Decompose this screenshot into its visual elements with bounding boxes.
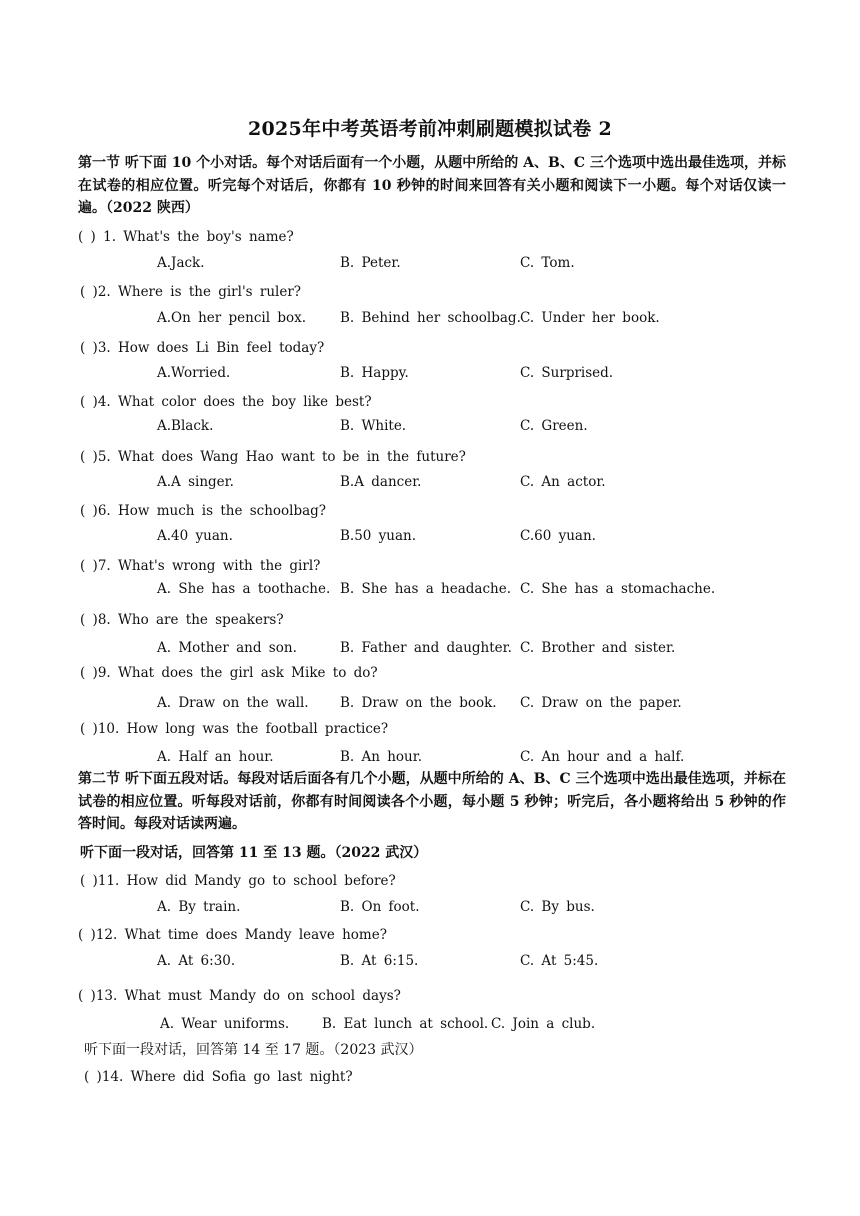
option-a: A. At 6:30. — [157, 953, 236, 969]
option-c: C. Surprised. — [520, 365, 614, 381]
option-a: A. By train. — [157, 899, 241, 915]
option-a: A. Draw on the wall. — [157, 695, 309, 711]
question-stem: ( )8. Who are the speakers? — [80, 612, 284, 628]
dialogue-intro: 听下面一段对话，回答第 11 至 13 题。（2022 武汉） — [80, 845, 428, 861]
option-b: B. She has a headache. — [340, 581, 511, 597]
option-a: A.Jack. — [157, 255, 205, 271]
question-stem: ( )12. What time does Mandy leave home? — [78, 927, 387, 943]
option-c: C. She has a stomachache. — [520, 581, 716, 597]
question-stem: ( )10. How long was the football practice? — [80, 721, 389, 737]
option-a: A. Wear uniforms. — [160, 1016, 290, 1032]
option-c: C. An actor. — [520, 474, 606, 490]
option-c: C. An hour and a half. — [520, 749, 685, 765]
question-stem: ( )6. How much is the schoolbag? — [80, 503, 327, 519]
dialogue-intro: 听下面一段对话，回答第 14 至 17 题。（2023 武汉） — [84, 1042, 423, 1058]
question-stem: ( ) 1. What's the boy's name? — [78, 229, 294, 245]
option-b: B. On foot. — [340, 899, 420, 915]
option-c: C. Draw on the paper. — [520, 695, 682, 711]
option-b: B. Behind her schoolbag. — [340, 310, 521, 326]
option-a: A.Black. — [157, 418, 214, 434]
option-c: C. Tom. — [520, 255, 575, 271]
question-stem: ( )2. Where is the girl's ruler? — [80, 284, 302, 300]
option-b: B. An hour. — [340, 749, 423, 765]
question-stem: ( )14. Where did Sofia go last night? — [84, 1069, 353, 1085]
option-a: A. She has a toothache. — [157, 581, 331, 597]
option-a: A. Mother and son. — [157, 640, 297, 656]
page-title: 2025年中考英语考前冲刺刷题模拟试卷 2 — [247, 118, 613, 140]
section2-heading: 第二节 听下面五段对话。每段对话后面各有几个小题，从题中所给的 A、B、C 三个选项中选出最佳选项，并标在试卷的相应位置。听每段对话前，你都有时间阅读各个小题，每小题 5 秒钟；听完后，各小题将给出 5 秒钟的作答时间。每段对话读两遍。 — [78, 771, 786, 832]
question-stem: ( )5. What does Wang Hao want to be in the future? — [80, 449, 466, 465]
option-b: B.50 yuan. — [340, 528, 417, 544]
option-b: B. Eat lunch at school. — [322, 1016, 489, 1032]
question-stem: ( )3. How does Li Bin feel today? — [80, 340, 325, 356]
question-stem: ( )9. What does the girl ask Mike to do? — [80, 665, 378, 681]
option-a: A. Half an hour. — [157, 749, 274, 765]
option-c: C. Brother and sister. — [520, 640, 676, 656]
option-b: B. White. — [340, 418, 407, 434]
option-b: B. Father and daughter. — [340, 640, 512, 656]
option-c: C. Green. — [520, 418, 588, 434]
option-c: C. Under her book. — [520, 310, 660, 326]
section1-heading: 第一节 听下面 10 个小对话。每个对话后面有一个小题，从题中所给的 A、B、C 三个选项中选出最佳选项，并标在试卷的相应位置。听完每个对话后，你都有 10 秒钟的时间来回答有关小题和阅读下一小题。每个对话仅读一遍。（2022 陕西） — [78, 155, 786, 216]
option-b: B. Draw on the book. — [340, 695, 497, 711]
option-a: A.40 yuan. — [157, 528, 233, 544]
option-c: C. Join a club. — [491, 1016, 596, 1032]
option-b: B.A dancer. — [340, 474, 422, 490]
option-a: A.A singer. — [157, 474, 234, 490]
option-a: A.On her pencil box. — [157, 310, 307, 326]
option-c: C. At 5:45. — [520, 953, 599, 969]
option-b: B. Peter. — [340, 255, 401, 271]
question-stem: ( )7. What's wrong with the girl? — [80, 558, 321, 574]
question-stem: ( )4. What color does the boy like best? — [80, 394, 372, 410]
option-c: C.60 yuan. — [520, 528, 596, 544]
option-a: A.Worried. — [157, 365, 231, 381]
option-b: B. Happy. — [340, 365, 409, 381]
option-b: B. At 6:15. — [340, 953, 419, 969]
question-stem: ( )11. How did Mandy go to school before? — [80, 873, 396, 889]
option-c: C. By bus. — [520, 899, 595, 915]
question-stem: ( )13. What must Mandy do on school days? — [78, 988, 401, 1004]
